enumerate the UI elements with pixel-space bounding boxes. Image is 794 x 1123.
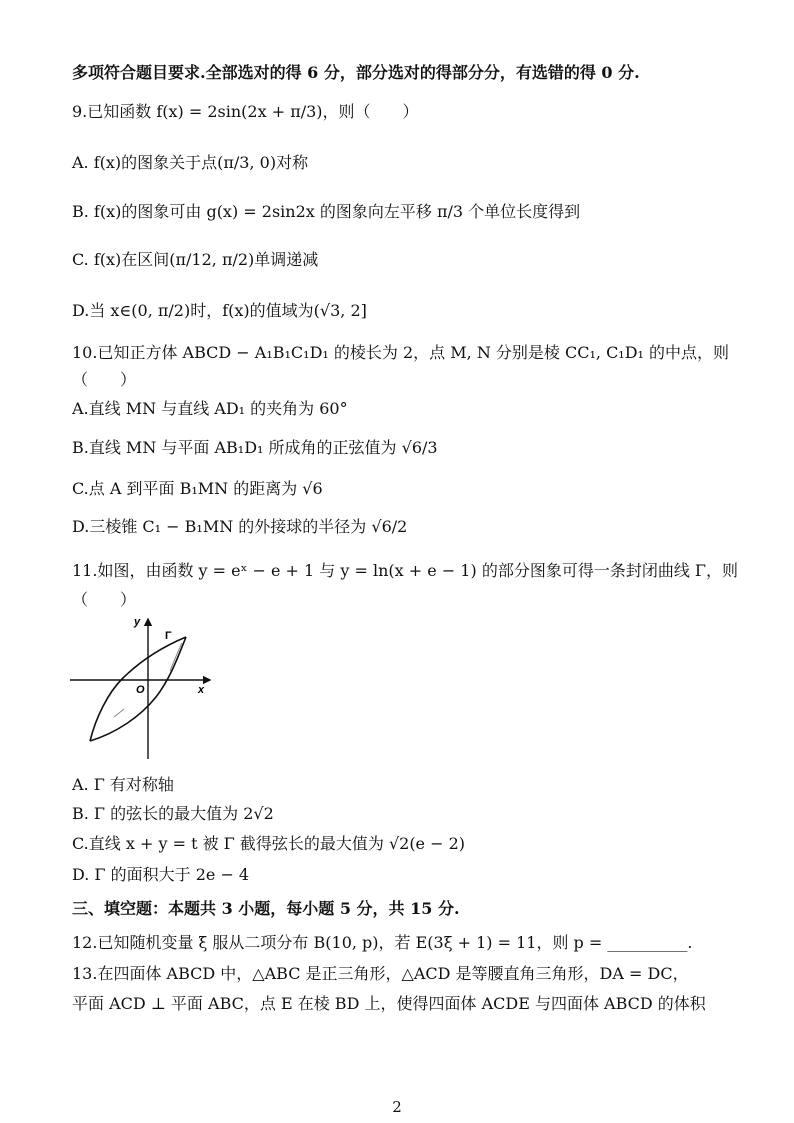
q9-option-b: B. f(x)的图象可由 g(x) = 2sin2x 的图象向左平移 π/3 个单位长度得到 xyxy=(72,202,581,221)
question-10-stem: 10.已知正方体 ABCD − A₁B₁C₁D₁ 的棱长为 2，点 M, N 分别是棱 CC₁, C₁D₁ 的中点，则 xyxy=(72,343,730,362)
question-11-bracket: （ ） xyxy=(72,590,137,609)
q10-option-b: B.直线 MN 与平面 AB₁D₁ 所成角的正弦值为 √6/3 xyxy=(72,438,438,457)
q11-option-c: C.直线 x + y = t 被 Γ 截得弦长的最大值为 √2(e − 2) xyxy=(72,834,466,853)
upper-hatch xyxy=(170,643,182,671)
q11-option-b: B. Γ 的弦长的最大值为 2√2 xyxy=(72,804,274,823)
section-instruction: 多项符合题目要求.全部选对的得 6 分，部分选对的得部分分，有选错的得 0 分. xyxy=(72,63,640,82)
q10-option-d: D.三棱锥 C₁ − B₁MN 的外接球的半径为 √6/2 xyxy=(72,517,408,536)
origin-label: O xyxy=(136,684,145,696)
q10-option-c: C.点 A 到平面 B₁MN 的距离为 √6 xyxy=(72,479,323,498)
question-9-stem: 9.已知函数 f(x) = 2sin(2x + π/3)，则（ ） xyxy=(72,102,419,121)
section-3-heading: 三、填空题：本题共 3 小题，每小题 5 分，共 15 分. xyxy=(72,899,460,918)
q11-option-d: D. Γ 的面积大于 2e − 4 xyxy=(72,865,250,884)
question-12: 12.已知随机变量 ξ 服从二项分布 B(10, p)，若 E(3ξ + 1) = 11，则 p = __________. xyxy=(72,933,693,952)
y-axis-label: y xyxy=(134,616,141,628)
question-10-bracket: （ ） xyxy=(72,370,137,389)
q11-option-a: A. Γ 有对称轴 xyxy=(72,775,174,794)
q9-option-c: C. f(x)在区间(π/12, π/2)单调递减 xyxy=(72,250,319,269)
curve-label: Γ xyxy=(165,630,172,642)
q10-option-a: A.直线 MN 与直线 AD₁ 的夹角为 60° xyxy=(72,399,348,418)
question-13-line-2: 平面 ACD ⊥ 平面 ABC，点 E 在棱 BD 上，使得四面体 ACDE 与四面体 ABCD 的体积 xyxy=(72,994,706,1013)
q9-option-d: D.当 x∈(0, π/2)时，f(x)的值域为(√3, 2] xyxy=(72,301,367,320)
page-number: 2 xyxy=(392,1098,402,1116)
question-11-stem: 11.如图，由函数 y = eˣ − e + 1 与 y = ln(x + e − 1) 的部分图象可得一条封闭曲线 Γ，则 xyxy=(72,561,739,580)
closed-curve-figure xyxy=(66,613,216,761)
q9-option-a: A. f(x)的图象关于点(π/3, 0)对称 xyxy=(72,153,309,172)
x-axis-label: x xyxy=(198,684,205,696)
question-13-line-1: 13.在四面体 ABCD 中，△ABC 是正三角形，△ACD 是等腰直角三角形，DA = DC， xyxy=(72,964,689,983)
lower-hatch xyxy=(114,709,124,717)
